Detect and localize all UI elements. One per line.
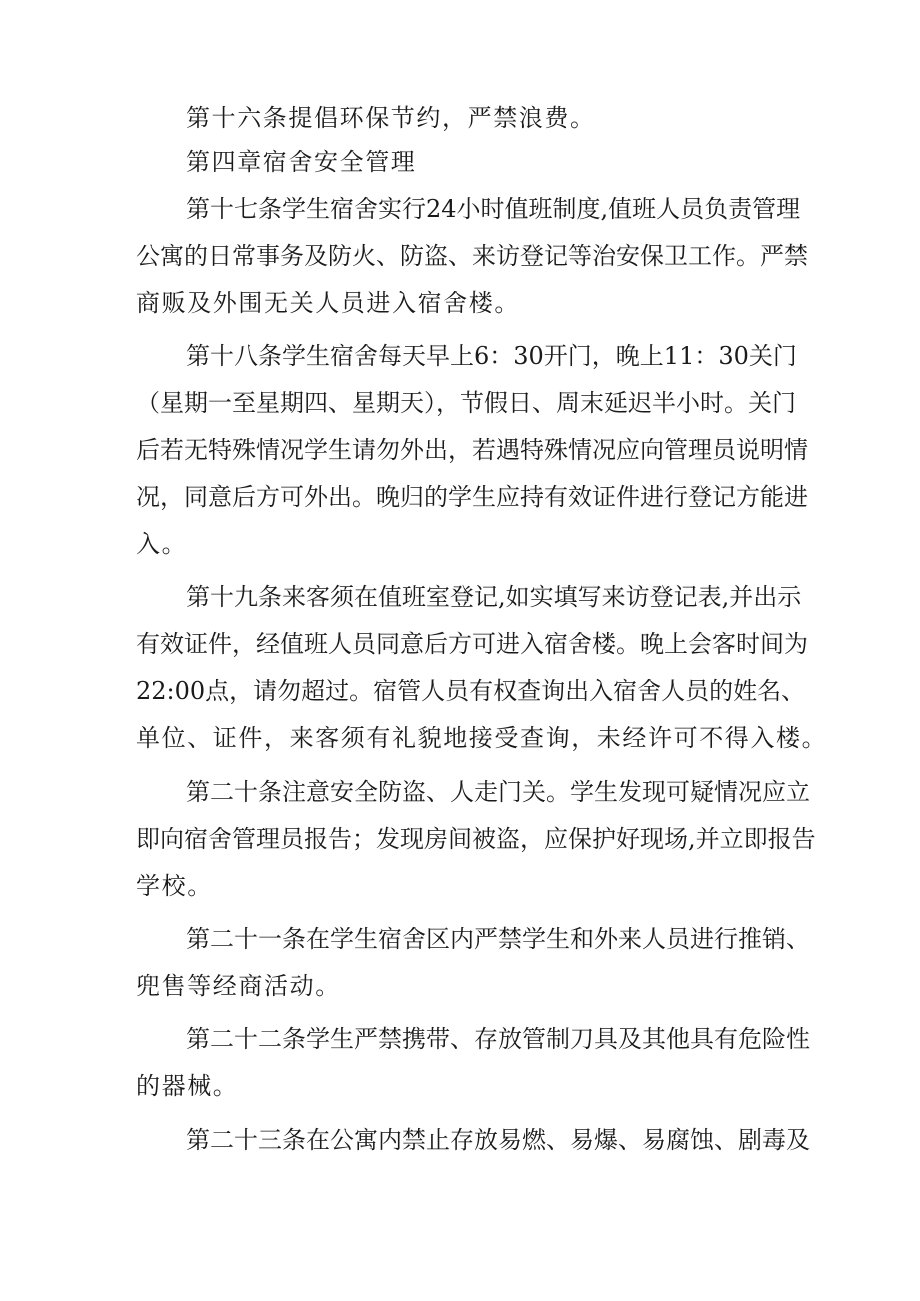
article-18-line-3: 后若无特殊情况学生请勿外出，若遇特殊情况应向管理员说明情 [136,436,808,464]
article-23-line-1: 第二十三条在公寓内禁止存放易燃、易爆、易腐蚀、剧毒及 [186,1126,810,1154]
article-21-line-1: 第二十一条在学生宿舍区内严禁学生和外来人员进行推销、 [186,925,810,953]
article-20-line-3: 学校。 [136,872,213,900]
article-19-line-4: 单位、证件，来客须有礼貌地接受查询，未经许可不得入楼。 [136,724,828,752]
article-18-line-1: 第十八条学生宿舍每天早上6：30开门，晚上11：30关门 [186,342,797,370]
article-22-line-1: 第二十二条学生严禁携带、存放管制刀具及其他具有危险性 [186,1025,810,1053]
article-20-line-2: 即向宿舍管理员报告；发现房间被盗，应保护好现场,并立即报告 [136,825,816,853]
article-18-line-5: 入。 [136,530,188,558]
article-17-line-1: 第十七条学生宿舍实行24小时值班制度,值班人员负责管理 [186,195,801,223]
article-19-line-3: 22:00点，请勿超过。宿管人员有权查询出入宿舍人员的姓名、 [136,677,806,705]
article-19-line-1: 第十九条来客须在值班室登记,如实填写来访登记表,并出示 [186,583,802,611]
article-17-line-3: 商贩及外围无关人员进入宿舍楼。 [136,289,520,317]
article-19-line-2: 有效证件，经值班人员同意后方可进入宿舍楼。晚上会客时间为 [136,630,808,658]
article-18-line-2: （星期一至星期四、星期天），节假日、周末延迟半小时。关门 [136,389,796,417]
article-22-line-2: 的器械。 [136,1072,239,1100]
article-20-line-1: 第二十条注意安全防盗、人走门关。学生发现可疑情况应立 [186,778,810,806]
article-16-line-1: 第十六条提倡环保节约，严禁浪费。 [186,104,596,132]
article-21-line-2: 兜售等经商活动。 [136,972,341,1000]
article-17-line-2: 公寓的日常事务及防火、防盗、来访登记等治安保卫工作。严禁 [136,242,808,270]
article-18-line-4: 况，同意后方可外出。晚归的学生应持有效证件进行登记方能进 [136,483,808,511]
chapter-4-heading: 第四章宿舍安全管理 [186,148,417,176]
